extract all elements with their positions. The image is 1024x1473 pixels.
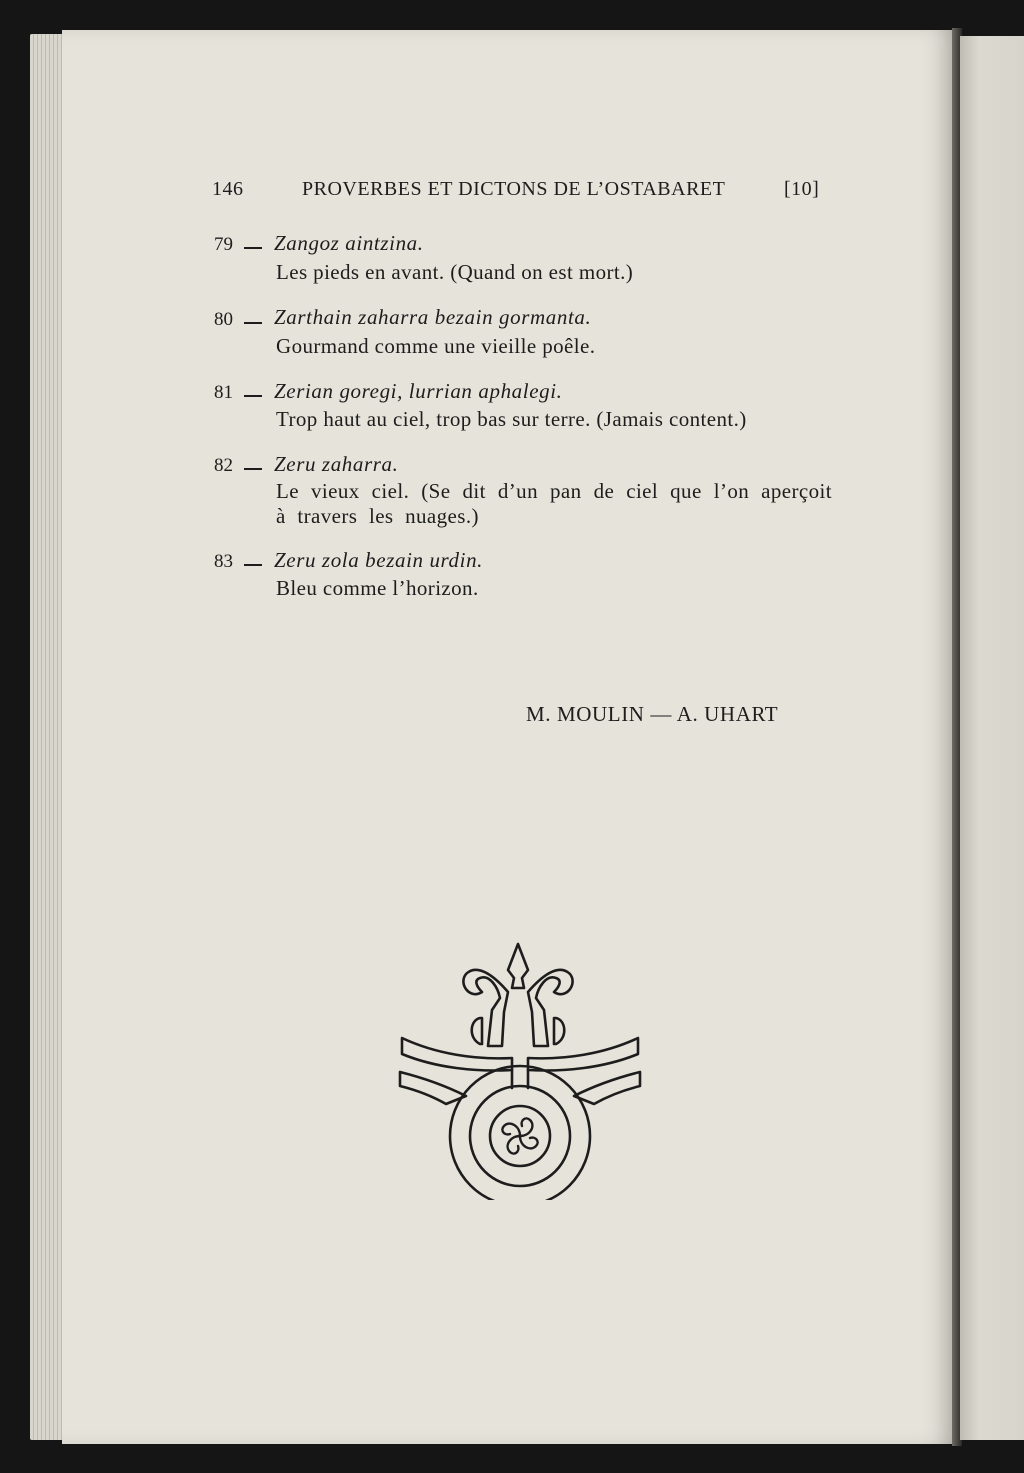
proverb-number: 81 bbox=[214, 382, 233, 403]
book-page bbox=[62, 30, 954, 1444]
proverb-french: Les pieds en avant. (Quand on est mort.) bbox=[276, 260, 634, 284]
page-number: 146 bbox=[212, 178, 244, 200]
proverb-french: Le vieux ciel. (Se dit d’un pan de ciel que l’on aperçoit à travers les nuages.) bbox=[276, 479, 832, 528]
em-dash bbox=[244, 564, 262, 566]
authors-signature: M. MOULIN — A. UHART bbox=[526, 702, 779, 726]
proverb-number: 82 bbox=[214, 455, 233, 476]
proverb-french: Gourmand comme une vieille poêle. bbox=[276, 334, 596, 358]
proverb-number: 80 bbox=[214, 309, 233, 330]
proverb-basque: Zeru zola bezain urdin. bbox=[274, 548, 484, 572]
facing-page-edge bbox=[960, 36, 1024, 1440]
proverb-basque: Zerian goregi, lurrian aphalegi. bbox=[274, 379, 563, 403]
proverb-number: 83 bbox=[214, 551, 233, 572]
basque-lauburu-ornament-icon bbox=[396, 940, 644, 1200]
proverb-french: Bleu comme l’horizon. bbox=[276, 576, 479, 600]
proverb-basque: Zeru zaharra. bbox=[274, 452, 399, 476]
proverb-basque: Zarthain zaharra bezain gormanta. bbox=[274, 305, 592, 329]
running-title: PROVERBES ET DICTONS DE L’OSTABARET bbox=[302, 178, 726, 200]
em-dash bbox=[244, 468, 262, 470]
em-dash bbox=[244, 247, 262, 249]
proverb-number: 79 bbox=[214, 234, 233, 255]
page-edges bbox=[30, 34, 64, 1440]
section-number: [10] bbox=[784, 178, 820, 200]
em-dash bbox=[244, 395, 262, 397]
proverb-french: Trop haut au ciel, trop bas sur terre. (Jamais content.) bbox=[276, 407, 747, 431]
proverb-basque: Zangoz aintzina. bbox=[274, 231, 424, 255]
em-dash bbox=[244, 322, 262, 324]
